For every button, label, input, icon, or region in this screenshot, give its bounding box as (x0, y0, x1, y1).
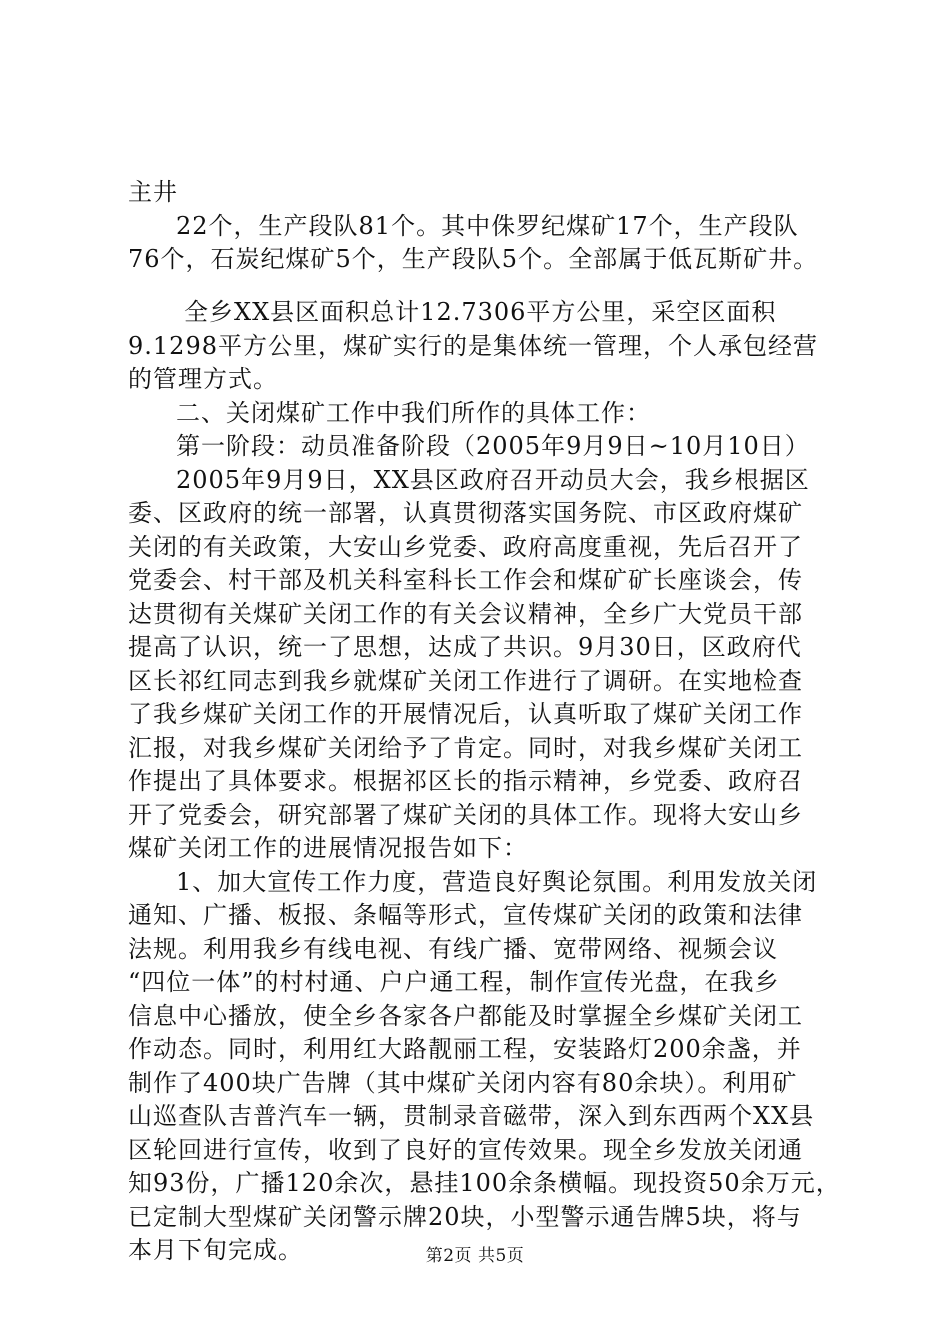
text-line: 山巡查队吉普汽车一辆，贯制录音磁带，深入到东西两个XX县 (128, 1102, 815, 1130)
text-line: “四位一体”的村村通、户户通工程，制作宣传光盘，在我乡 (128, 968, 780, 996)
text-line: 达贯彻有关煤矿关闭工作的有关会议精神，全乡广大党员干部 (128, 599, 803, 628)
text-line: 2005年9月9日，XX县区政府召开动员大会，我乡根据区 (176, 465, 810, 494)
body-text-top (128, 176, 840, 277)
text-line: 了我乡煤矿关闭工作的开展情况后，认真听取了煤矿关闭工作 (128, 700, 803, 728)
text-line: 开了党委会，研究部署了煤矿关闭的具体工作。现将大安山乡 (128, 800, 803, 829)
text-line: 22个，生产段队81个。其中侏罗纪煤矿17个，生产段队 (176, 211, 799, 240)
text-line: 区长祁红同志到我乡就煤矿关闭工作进行了调研。在实地检查 (128, 666, 803, 695)
text-line: 76个，石炭纪煤矿5个，生产段队5个。全部属于低瓦斯矿井。 (128, 245, 819, 273)
page-number-footer: 第2页 共5页 (425, 1246, 525, 1266)
text-line: 本月下旬完成。 (128, 1236, 303, 1264)
text-line: 汇报，对我乡煤矿关闭给予了肯定。同时，对我乡煤矿关闭工 (128, 733, 803, 762)
text-line: 全乡XX县区面积总计12.7306平方公里，采空区面积 (184, 298, 777, 326)
body-text-main (128, 296, 840, 1268)
text-line: 知93份，广播120余次，悬挂100余条横幅。现投资50余万元， (128, 1169, 841, 1197)
subsection-heading: 第一阶段：动员准备阶段（2005年9月9日~10月10日） (176, 432, 810, 460)
section-heading: 二、关闭煤矿工作中我们所作的具体工作： (176, 398, 651, 427)
text-line: 的管理方式。 (128, 365, 278, 393)
text-line: 区轮回进行宣传，收到了良好的宣传效果。现全乡发放关闭通 (128, 1135, 803, 1164)
text-line: 煤矿关闭工作的进展情况报告如下： (128, 834, 528, 862)
text-line: 委、区政府的统一部署，认真贯彻落实国务院、市区政府煤矿 (128, 499, 803, 527)
text-line: 作动态。同时，利用红大路靓丽工程，安装路灯200余盏，并 (128, 1035, 802, 1063)
text-line: 已定制大型煤矿关闭警示牌20块，小型警示通告牌5块，将与 (128, 1202, 802, 1231)
text-line: 主井 (128, 178, 178, 206)
text-line: 提高了认识，统一了思想，达成了共识。9月30日，区政府代 (128, 633, 802, 661)
text-line: 通知、广播、板报、条幅等形式，宣传煤矿关闭的政策和法律 (128, 901, 803, 929)
text-line: 关闭的有关政策，大安山乡党委、政府高度重视，先后召开了 (128, 532, 803, 561)
text-line: 1、加大宣传工作力度，营造良好舆论氛围。利用发放关闭 (176, 867, 818, 896)
text-line: 党委会、村干部及机关科室科长工作会和煤矿矿长座谈会，传 (128, 566, 803, 594)
text-line: 法规。利用我乡有线电视、有线广播、宽带网络、视频会议 (128, 934, 778, 963)
text-line: 作提出了具体要求。根据祁区长的指示精神，乡党委、政府召 (128, 767, 803, 795)
text-line: 制作了400块广告牌（其中煤矿关闭内容有80余块）。利用矿 (128, 1068, 798, 1097)
text-line: 9.1298平方公里，煤矿实行的是集体统一管理，个人承包经营 (128, 331, 818, 360)
text-line: 信息中心播放，使全乡各家各户都能及时掌握全乡煤矿关闭工 (128, 1001, 803, 1030)
